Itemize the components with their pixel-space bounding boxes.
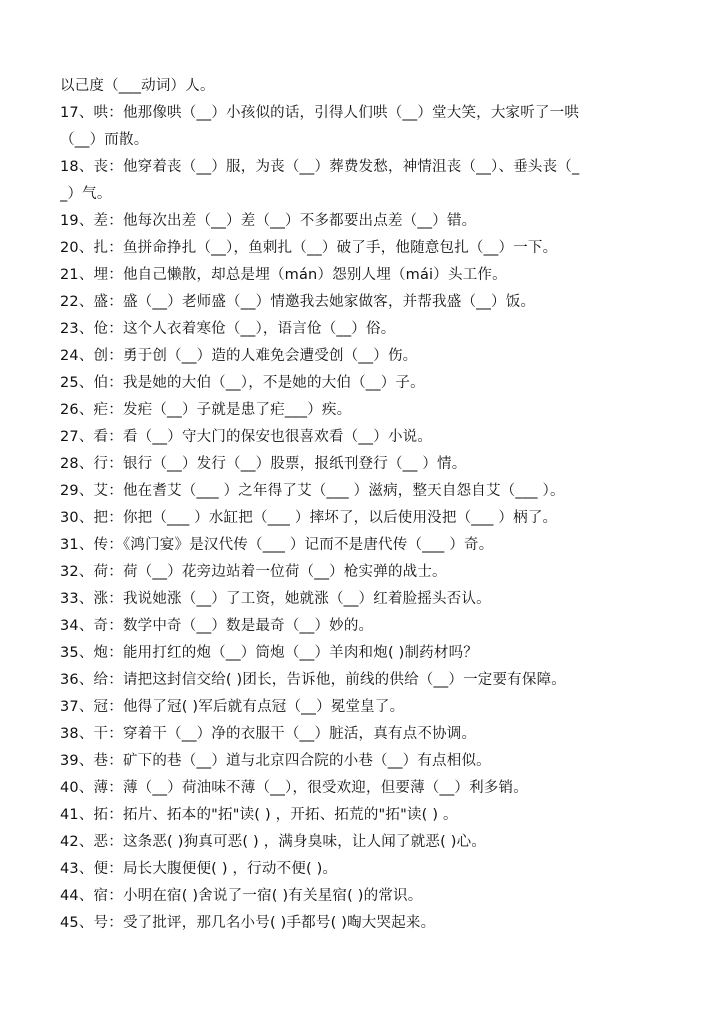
text-line: 18、丧：他穿着丧（__）服，为丧（__）葬费发愁，神情沮丧（__）、垂头丧（_ xyxy=(60,159,580,175)
text-line: 43、便：局长大腹便便( ) ，行动不便( )。 xyxy=(60,861,338,877)
text-line: 17、哄：他那像哄（__）小孩似的话，引得人们哄（__）堂大笑，大家听了一哄 xyxy=(60,105,580,121)
text-line: 28、行：银行（__）发行（__）股票，报纸刊登行（__ ）情。 xyxy=(60,456,467,472)
text-line: 33、涨：我说她涨（__）了工资，她就涨（__）红着脸摇头否认。 xyxy=(60,591,491,607)
text-line: 40、薄：薄（__）荷油味不薄（__），很受欢迎，但要薄（__）利多销。 xyxy=(60,780,528,796)
text-line: 30、把：你把（___ ）水缸把（___ ）摔坏了，以后使用没把（___ ）柄了。 xyxy=(60,510,558,526)
text-line: 20、扎：鱼拼命挣扎（__），鱼刺扎（__）破了手，他随意包扎（__）一下。 xyxy=(60,240,558,256)
text-line: 21、埋：他自己懒散，却总是埋（mán）怨别人埋（mái）头工作。 xyxy=(60,267,507,283)
exercise-list xyxy=(60,73,685,937)
text-line: 45、号：受了批评，那几名小号( )手都号( )啕大哭起来。 xyxy=(60,915,436,931)
text-line: 32、荷：荷（__）花旁边站着一位荷（__）枪实弹的战士。 xyxy=(60,564,447,580)
text-line: 41、拓：拓片、拓本的"拓"读( ) ，开拓、拓荒的"拓"读( ) 。 xyxy=(60,807,458,823)
text-line: 22、盛：盛（__）老师盛（__）情邀我去她家做客，并帮我盛（__）饭。 xyxy=(60,294,536,310)
text-line: 34、奇：数学中奇（__）数是最奇（__）妙的。 xyxy=(60,618,374,634)
text-line: 23、伧：这个人衣着寒伧（__），语言伧（__）俗。 xyxy=(60,321,396,337)
text-line: 26、疟：发疟（__）子就是患了疟___）疾。 xyxy=(60,402,352,418)
text-line: 以己度（___动词）人。 xyxy=(60,78,215,94)
text-line: 42、恶：这条恶( )狗真可恶( ) ，满身臭味，让人闻了就恶( )心。 xyxy=(60,834,487,850)
text-line: 39、巷：矿下的巷（__）道与北京四合院的小巷（__）有点相似。 xyxy=(60,753,491,769)
text-line: _）气。 xyxy=(60,186,112,202)
text-line: 19、差：他每次出差（__）差（__）不多都要出点差（__）错。 xyxy=(60,213,477,229)
text-line: 25、伯：我是她的大伯（__），不是她的大伯（__）子。 xyxy=(60,375,425,391)
text-line: （__）而散。 xyxy=(60,132,149,148)
text-line: 44、宿：小明在宿( )舍说了一宿( )有关星宿( )的常识。 xyxy=(60,888,423,904)
text-line: 31、传：《鸿门宴》是汉代传（___ ）记而不是唐代传（___ ）奇。 xyxy=(60,537,494,553)
text-line: 37、冠：他得了冠( )军后就有点冠（__）冕堂皇了。 xyxy=(60,699,405,715)
text-line: 36、给：请把这封信交给( )团长，告诉他，前线的供给（__）一定要有保障。 xyxy=(60,672,566,688)
text-line: 29、艾：他在耆艾（___ ）之年得了艾（___ ）滋病，整天自怨自艾（___ ）。 xyxy=(60,483,565,499)
text-line: 35、炮：能用打红的炮（__）筒炮（__）羊肉和炮( )制药材吗？ xyxy=(60,645,478,661)
text-line: 27、看：看（__）守大门的保安也很喜欢看（__）小说。 xyxy=(60,429,433,445)
text-line: 24、创：勇于创（__）造的人难免会遭受创（__）伤。 xyxy=(60,348,418,364)
text-line: 38、干：穿着干（__）净的衣服干（__）脏活，真有点不协调。 xyxy=(60,726,477,742)
